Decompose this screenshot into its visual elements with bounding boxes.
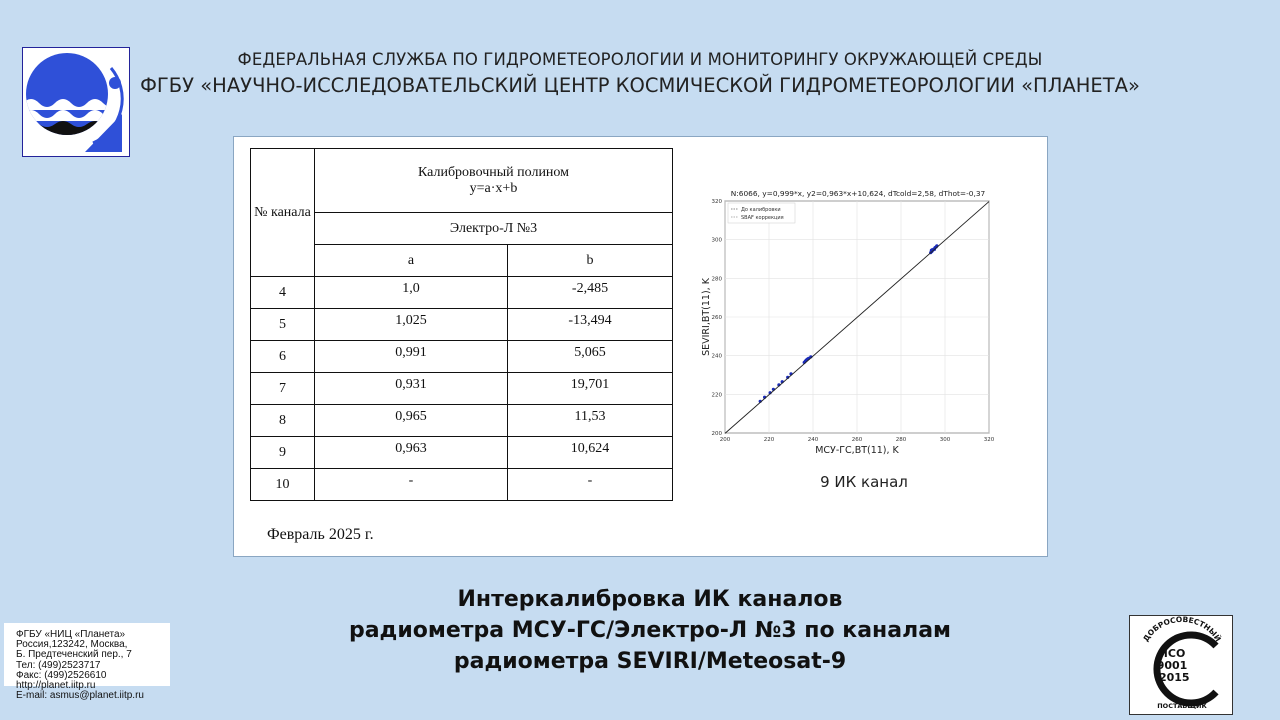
chart-legend <box>728 203 795 223</box>
x-tick-label: 220 <box>763 437 775 443</box>
slide-title <box>250 584 1050 677</box>
legend-sbaf: SBAF коррекция <box>741 215 784 221</box>
table-row <box>251 373 673 405</box>
channel-cell: 4 <box>251 277 315 309</box>
address-line: Факс: (499)2526610 <box>16 669 107 681</box>
legend-before: До калибровки <box>741 207 781 213</box>
iso-bottom-text: ПОСТАВЩИК <box>1157 702 1207 710</box>
organization-logo <box>22 47 130 157</box>
b-cell: -2,485 <box>508 277 673 309</box>
channel-cell: 7 <box>251 373 315 405</box>
content-panel <box>233 136 1048 557</box>
slide-title-line: радиометра МСУ-ГС/Электро-Л №3 по каналам <box>348 618 952 643</box>
y-axis-label: SEVIRI,BT(11), K <box>701 278 712 356</box>
a-cell: 1,025 <box>315 309 508 341</box>
table-row <box>251 341 673 373</box>
table-row <box>251 277 673 309</box>
x-tick-label: 300 <box>939 437 951 443</box>
a-cell: 0,991 <box>315 341 508 373</box>
b-cell: - <box>508 469 673 501</box>
a-cell: 0,931 <box>315 373 508 405</box>
channel-cell: 5 <box>251 309 315 341</box>
b-cell: 5,065 <box>508 341 673 373</box>
y-tick-label: 200 <box>711 431 722 437</box>
x-tick-label: 320 <box>983 437 995 443</box>
x-axis-label: МСУ-ГС,BT(11), K <box>815 445 899 456</box>
address-line: Тел: (499)2523717 <box>16 659 101 671</box>
chart-caption: 9 ИК канал <box>820 473 908 491</box>
address-line: E-mail: asmus@planet.iitp.ru <box>16 690 144 702</box>
polynomial-title: Калибровочный полином <box>417 164 570 180</box>
iso-certification-badge <box>1129 615 1233 715</box>
header-polynomial <box>315 149 673 213</box>
iso-line2: 9001 <box>1156 659 1188 672</box>
header-agency: ФЕДЕРАЛЬНАЯ СЛУЖБА ПО ГИДРОМЕТЕОРОЛОГИИ И МОНИТОРИНГУ ОКРУЖАЮЩЕЙ СРЕДЫ <box>237 50 1043 69</box>
b-cell: 11,53 <box>508 405 673 437</box>
address-line: Россия,123242, Москва, <box>16 639 128 651</box>
iso-line3: -2015 <box>1154 671 1190 684</box>
calibration-table <box>250 148 673 501</box>
a-cell: 0,965 <box>315 405 508 437</box>
a-cell: 0,963 <box>315 437 508 469</box>
b-cell: -13,494 <box>508 309 673 341</box>
a-cell: - <box>315 469 508 501</box>
date-note: Февраль 2025 г. <box>267 526 374 543</box>
y-tick-label: 300 <box>711 237 722 244</box>
b-cell: 10,624 <box>508 437 673 469</box>
channel-cell: 9 <box>251 437 315 469</box>
header-institute: ФГБУ «НАУЧНО-ИССЛЕДОВАТЕЛЬСКИЙ ЦЕНТР КОСМИЧЕСКОЙ ГИДРОМЕТЕОРОЛОГИИ «ПЛАНЕТА» <box>140 74 1140 97</box>
x-tick-label: 280 <box>895 437 907 443</box>
address-line: ФГБУ «НИЦ «Планета» <box>16 629 126 640</box>
iso-top-text: ДОБРОСОВЕСТНЫЙ <box>1141 616 1223 644</box>
polynomial-formula: y=a·x+b <box>469 180 518 196</box>
address-line: Б. Предтеченский пер., 7 <box>16 649 132 661</box>
contact-address <box>4 623 170 702</box>
header-channel: № канала <box>251 149 315 277</box>
y-tick-label: 220 <box>711 392 722 399</box>
x-tick-label: 260 <box>851 437 863 443</box>
y-tick-label: 320 <box>711 199 722 205</box>
iso-line1: ИСО <box>1158 647 1186 660</box>
y-tick-label: 260 <box>711 315 722 321</box>
header-satellite: Электро-Л №3 <box>315 213 673 245</box>
channel-cell: 8 <box>251 405 315 437</box>
header-a: a <box>315 245 508 277</box>
x-tick-label: 200 <box>719 437 731 443</box>
scatter-plot <box>700 185 1000 465</box>
slide-title-line: Интеркалибровка ИК каналов <box>457 587 843 612</box>
channel-cell: 10 <box>251 469 315 501</box>
b-cell: 19,701 <box>508 373 673 405</box>
chart-title: N:6066, y=0,999*x, y2=0,963*x+10,624, dTcold=2,58, dThot=-0,37 <box>730 189 986 198</box>
y-tick-label: 240 <box>711 353 722 360</box>
slide-title-line: радиометра SEVIRI/Meteosat-9 <box>453 649 847 674</box>
a-cell: 1,0 <box>315 277 508 309</box>
y-tick-label: 280 <box>711 276 722 283</box>
table-row <box>251 469 673 501</box>
table-row <box>251 309 673 341</box>
table-row <box>251 437 673 469</box>
channel-cell: 6 <box>251 341 315 373</box>
table-row <box>251 405 673 437</box>
header-b: b <box>508 245 673 277</box>
address-line: http://planet.iitp.ru <box>16 680 96 692</box>
x-tick-label: 240 <box>807 437 819 443</box>
